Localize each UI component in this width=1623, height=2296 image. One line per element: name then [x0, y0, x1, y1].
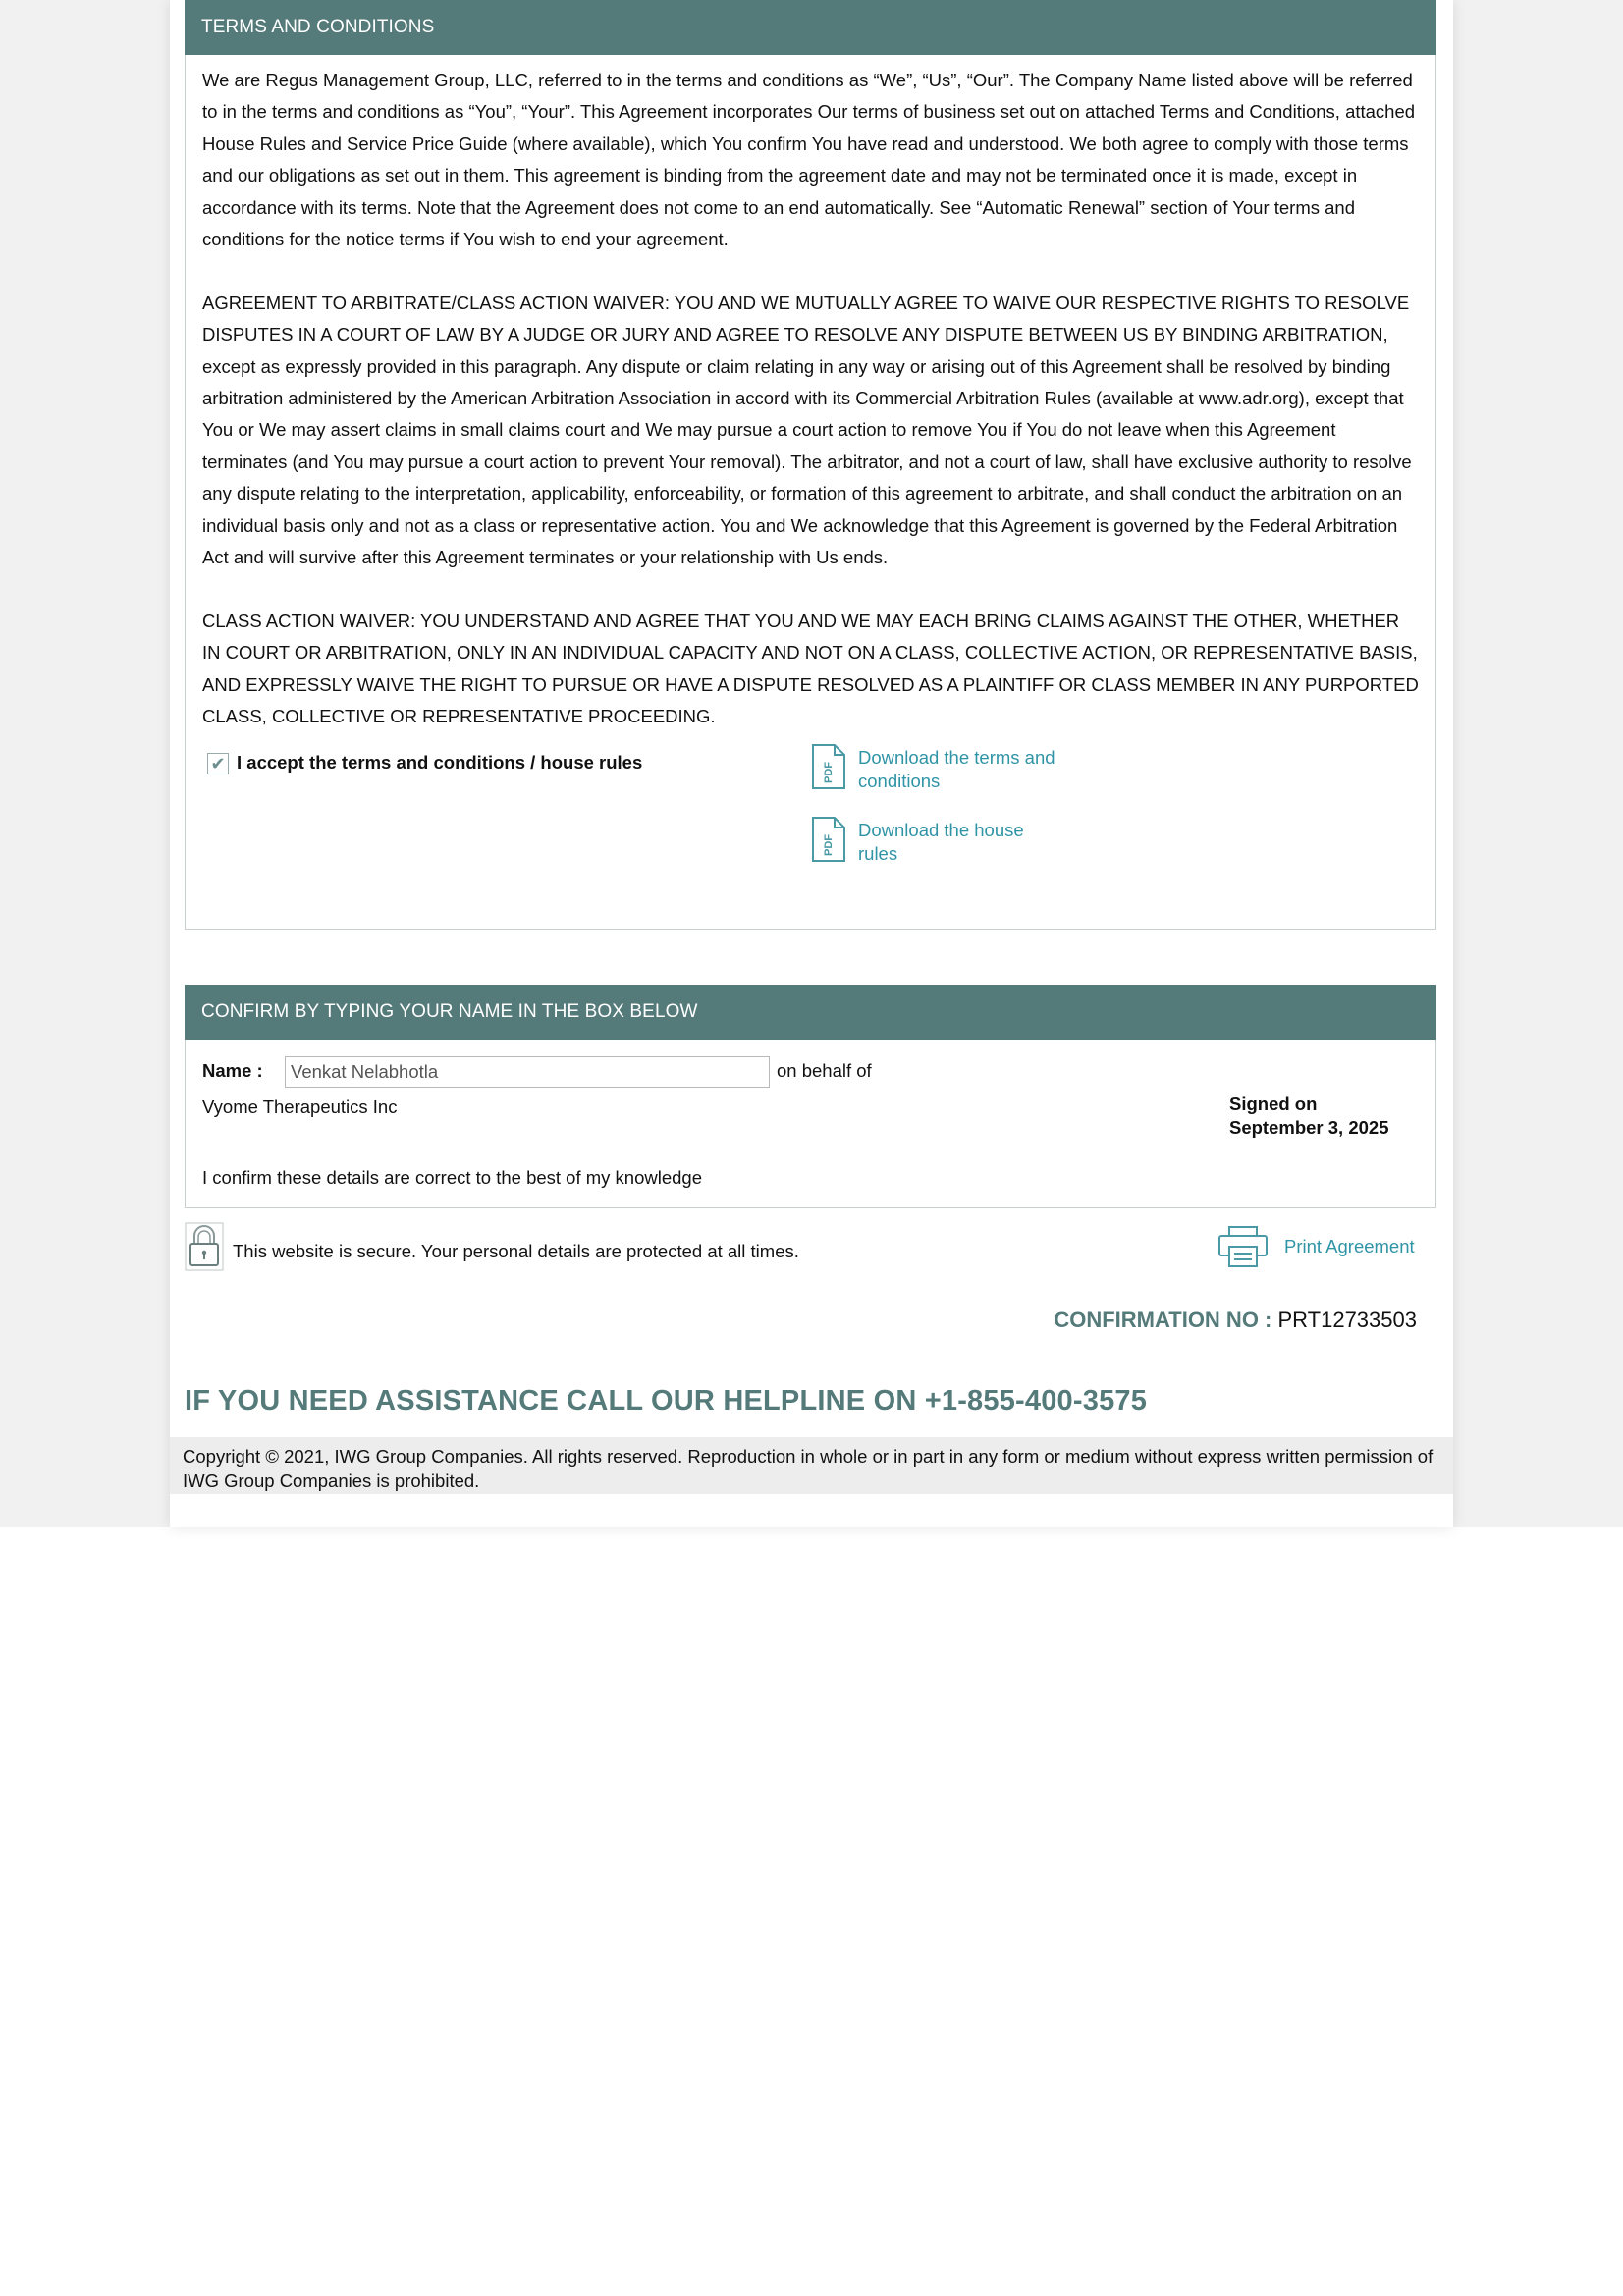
checkmark-icon: ✔ — [210, 753, 226, 774]
svg-text:PDF: PDF — [822, 833, 835, 856]
terms-paragraph-class-action: CLASS ACTION WAIVER: YOU UNDERSTAND AND AGREE THAT YOU AND WE MAY EACH BRING CLAIMS AGAINST THE OTHER, WHETHER IN COURT OR ARBITRATION, ONLY IN AN INDIVIDUAL CAPACITY AND NOT ON A CLASS, COLLECTIVE ACTION, OR REPRESENTATIVE BASIS, AND EXPRESSLY WAIVE THE RIGHT TO PURSUE OR HAVE A DISPUTE RESOLVED AS A PLAINTIFF OR CLASS MEMBER IN ANY PURPORTED CLASS, COLLECTIVE OR REPRESENTATIVE PROCEEDING. — [202, 610, 1419, 727]
svg-text:PDF: PDF — [822, 761, 835, 783]
company-name: Vyome Therapeutics Inc — [202, 1096, 398, 1117]
confirmation-label: CONFIRMATION NO : — [1054, 1308, 1272, 1332]
secure-text: This website is secure. Your personal details are protected at all times. — [233, 1241, 799, 1261]
download-house-rules-link[interactable] — [811, 816, 1066, 867]
terms-paragraph-intro: We are Regus Management Group, LLC, referred to in the terms and conditions as “We”, “Us”, “Our”. The Company Name listed above will be referred to in the terms and conditions as “You”, “Your”. This Agreement incorporates Our terms of business set out on attached Terms and Conditions, attached House Rules and Service Price Guide (where available), which You confirm You have read and understood. We both agree to comply with those terms and our obligations as set out in them. This agreement is binding from the agreement date and may not be terminated once it is made, except in accordance with its terms. Note that the Agreement does not come to an end automatically. See “Automatic Renewal” section of Your terms and conditions for the notice terms if You wish to end your agreement. — [202, 70, 1416, 250]
confirm-panel — [185, 985, 1436, 1208]
helpline-banner: IF YOU NEED ASSISTANCE CALL OUR HELPLINE ON +1-855-400-3575 — [185, 1385, 1148, 1416]
terms-header: TERMS AND CONDITIONS — [185, 0, 1436, 55]
print-agreement-link[interactable] — [1217, 1225, 1415, 1268]
accept-checkbox[interactable] — [207, 753, 229, 774]
download-terms-label: Download the terms and conditions — [858, 746, 1055, 791]
name-label: Name : — [202, 1060, 263, 1081]
download-house-rules-label: Download the house rules — [858, 819, 1024, 864]
terms-body — [186, 55, 1435, 881]
printer-icon — [1217, 1225, 1269, 1268]
confirm-header: CONFIRM BY TYPING YOUR NAME IN THE BOX BELOW — [185, 985, 1436, 1040]
terms-panel — [185, 0, 1436, 930]
print-agreement-label: Print Agreement — [1284, 1236, 1415, 1256]
confirmation-value: PRT12733503 — [1277, 1308, 1417, 1332]
pdf-icon — [811, 816, 846, 863]
lock-icon — [185, 1222, 224, 1271]
pdf-icon — [811, 743, 846, 790]
accept-row — [202, 733, 1419, 881]
signed-date: September 3, 2025 — [1229, 1117, 1389, 1138]
terms-paragraph-arbitration: AGREEMENT TO ARBITRATE/CLASS ACTION WAIVER: YOU AND WE MUTUALLY AGREE TO WAIVE OUR RESPECTIVE RIGHTS TO RESOLVE DISPUTES IN A COURT OF LAW BY A JUDGE OR JURY AND AGREE TO RESOLVE ANY DISPUTE BETWEEN US BY BINDING ARBITRATION, except as expressly provided in this paragraph. Any dispute or claim relating in any way or arising out of this Agreement shall be resolved by binding arbitration administered by the American Arbitration Association in accord with its Commercial Arbitration Rules (available at www.adr.org), except that You or We may assert claims in small claims court and We may pursue a court action to remove You if You do not leave when this Agreement terminates (and You may pursue a court action to prevent Your removal). The arbitrator, and not a court of law, shall have exclusive authority to resolve any dispute relating to the interpretation, applicability, enforceability, or formation of this agreement to arbitrate, and shall conduct the arbitration on an individual basis only and not as a class or representative action. You and We acknowledge that this Agreement is governed by the Federal Arbitration Act and will survive after this Agreement terminates or your relationship with Us ends. — [202, 292, 1412, 568]
confirm-statement: I confirm these details are correct to the best of my knowledge — [202, 1167, 702, 1188]
name-input[interactable] — [285, 1056, 770, 1088]
on-behalf-label: on behalf of — [777, 1060, 872, 1081]
footer-copyright: Copyright © 2021, IWG Group Companies. All rights reserved. Reproduction in whole or in part in any form or medium without express written permission of IWG Group Companies is prohibited. — [170, 1437, 1453, 1494]
signed-on-label: Signed on — [1229, 1094, 1318, 1114]
download-terms-link[interactable] — [811, 743, 1066, 794]
confirm-body — [186, 1040, 1435, 1206]
confirmation-number — [1054, 1308, 1417, 1333]
accept-label: I accept the terms and conditions / house rules — [237, 751, 643, 773]
agreement-page — [170, 0, 1453, 1527]
security-row — [185, 1222, 1436, 1281]
